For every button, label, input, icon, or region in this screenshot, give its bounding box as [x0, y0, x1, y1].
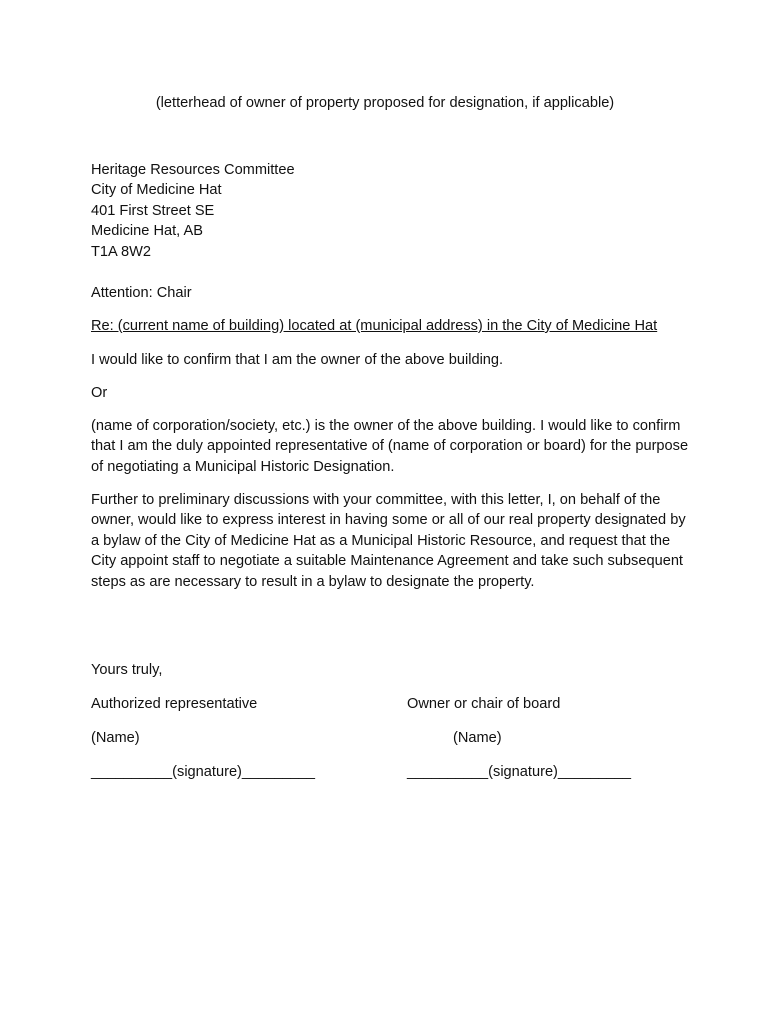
letterhead-placeholder: (letterhead of owner of property proposed for designation, if applicable)	[155, 95, 615, 111]
address-line-postal-code: T1A 8W2	[91, 243, 152, 260]
or-separator: Or	[91, 385, 108, 401]
address-line-city: City of Medicine Hat	[91, 182, 222, 199]
recipient-address	[91, 160, 691, 262]
owner-signature-line: __________(signature)_________	[407, 764, 631, 780]
corporation-paragraph: (name of corporation/society, etc.) is the owner of the above building. I would like to confirm that I am the duly appointed representative of (name of corporation or board) for the purpose of negotiating a Municipal Historic Designation.	[91, 418, 689, 475]
owner-chair-label: Owner or chair of board	[407, 696, 561, 712]
representative-signature-line: __________(signature)_________	[91, 764, 315, 780]
address-line-municipality: Medicine Hat, AB	[91, 223, 203, 240]
owner-name-placeholder: (Name)	[453, 730, 502, 746]
authorized-representative-label: Authorized representative	[91, 696, 258, 712]
subject-line: Re: (current name of building) located at (municipal address) in the City of Medicine Hat	[91, 318, 658, 334]
closing-salutation: Yours truly,	[91, 662, 163, 678]
interest-paragraph: Further to preliminary discussions with your committee, with this letter, I, on behalf of the owner, would like to express interest in having some or all of our real property designated by a bylaw of the City of Medicine Hat as a Municipal Historic Resource, and request that the City appoint staff to negotiate a suitable Maintenance Agreement and take such subsequent steps as are necessary to result in a bylaw to designate the property.	[91, 492, 686, 590]
owner-confirmation: I would like to confirm that I am the owner of the above building.	[91, 352, 504, 368]
representative-name-placeholder: (Name)	[91, 730, 140, 746]
address-line-street: 401 First Street SE	[91, 202, 215, 219]
attention-line: Attention: Chair	[91, 285, 192, 301]
address-line-committee: Heritage Resources Committee	[91, 162, 295, 178]
